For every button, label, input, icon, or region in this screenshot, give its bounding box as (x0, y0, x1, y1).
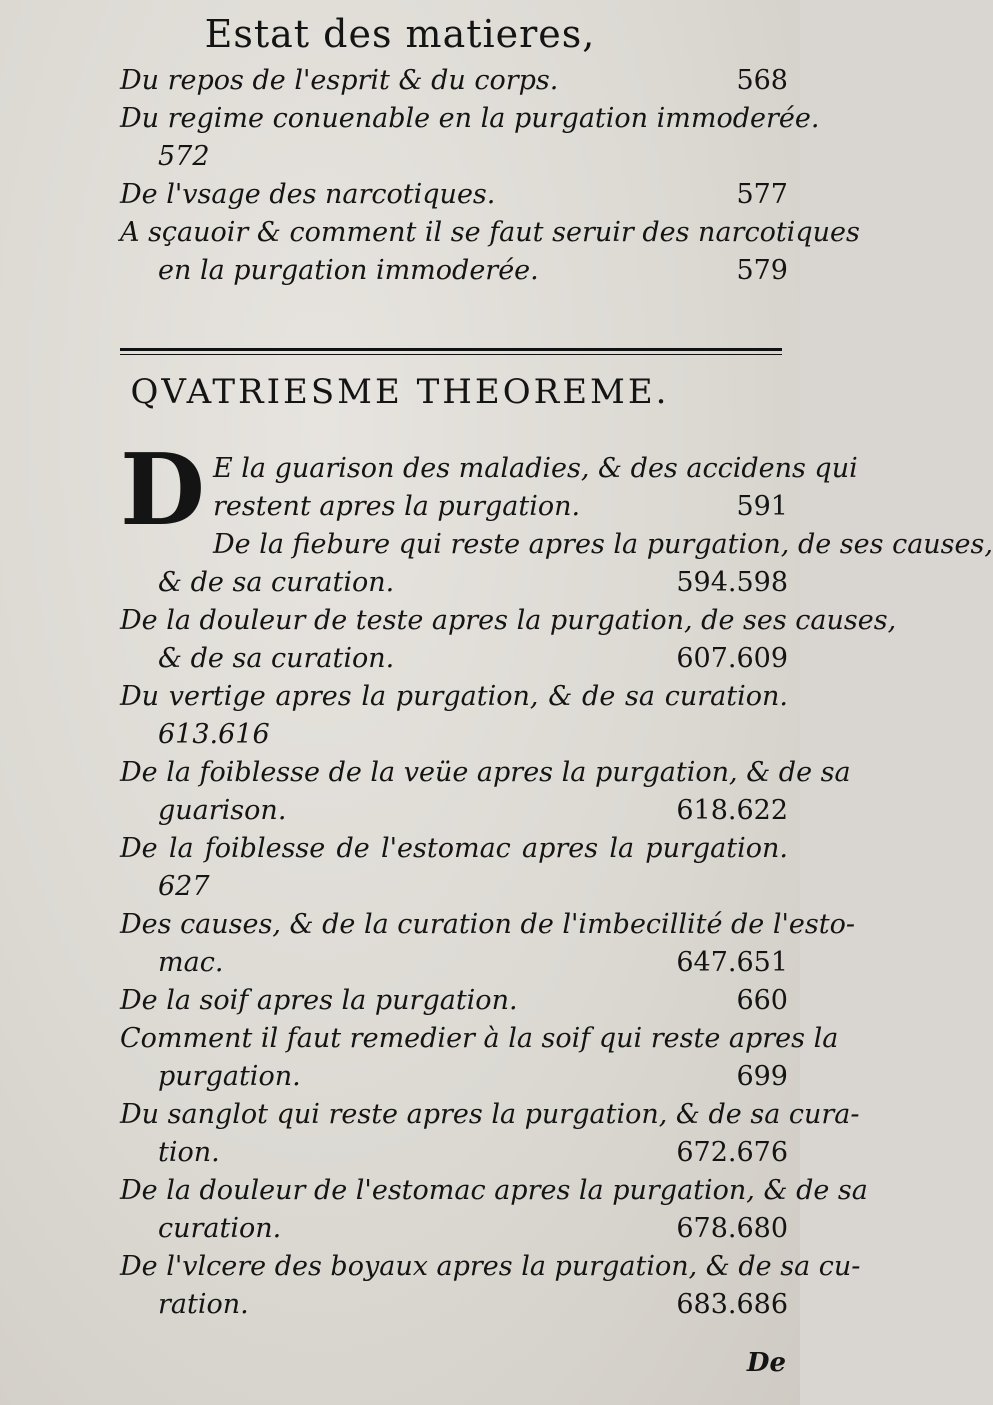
entry-line (120, 564, 788, 602)
entry-line (120, 868, 788, 906)
entry-line (120, 982, 788, 1020)
entries-list (120, 526, 993, 1324)
running-head: Estat des matieres, (204, 12, 596, 56)
index-entry (120, 982, 788, 1020)
section-rule (120, 348, 782, 355)
entry-line-text: Comment il faut remedier à la soif qui reste apres la (120, 1023, 839, 1054)
entry-line (120, 640, 788, 678)
page-ref: 579 (736, 255, 788, 286)
index-entry (120, 754, 851, 830)
entry-line-text: Des causes, & de la curation de l'imbecillité de l'esto- (120, 909, 855, 940)
entry-line-text: De la soif apres la purgation. (120, 985, 518, 1016)
page-ref: 607.609 (676, 643, 788, 674)
index-entry (120, 526, 993, 602)
index-entry (120, 1020, 839, 1096)
entry-line (120, 526, 993, 564)
entry-line-text: mac. (158, 947, 224, 978)
entry-line (120, 100, 820, 138)
page-ref: 678.680 (676, 1213, 788, 1244)
entry-line-text: De la douleur de teste apres la purgation, de ses causes, (120, 605, 897, 636)
entry-line-text: Du repos de l'esprit & du corps. (120, 65, 559, 96)
entry-line (120, 1134, 788, 1172)
entry-line-text: restent apres la purgation. (212, 491, 581, 522)
index-entry (120, 602, 897, 678)
entry-line (120, 1172, 868, 1210)
entry-line-text: Du vertige apres la purgation, & de sa curation. (120, 681, 788, 712)
page-ref: 699 (736, 1061, 788, 1092)
page-ref: 618.622 (676, 795, 788, 826)
entry-line-text: 572 (158, 141, 210, 172)
entry-line-text: purgation. (158, 1061, 301, 1092)
index-entry (120, 1248, 861, 1324)
entry-line-text: guarison. (158, 795, 287, 826)
entry-line-text: Du regime conuenable en la purgation immoderée. (120, 103, 820, 134)
page-ref: 672.676 (676, 1137, 788, 1168)
entry-line (120, 906, 855, 944)
entry-line-text: en la purgation immoderée. (158, 255, 539, 286)
entry-line-text: De la foiblesse de l'estomac apres la purgation. (120, 833, 788, 864)
entry-line (120, 792, 788, 830)
entry-line-text: tion. (158, 1137, 220, 1168)
page-ref: 660 (736, 985, 788, 1016)
page-ref: 647.651 (676, 947, 788, 978)
entry-line: E la guarison des maladies, & des accidens qui (212, 453, 858, 484)
entry-line-text: De la foiblesse de la veüe apres la purgation, & de sa (120, 757, 851, 788)
catchword: De (746, 1348, 786, 1378)
entry-line (120, 716, 788, 754)
drop-cap: D (120, 433, 205, 548)
entries-bottom (120, 433, 993, 1324)
page-ref: 591 (736, 491, 788, 522)
entry-line (120, 176, 788, 214)
index-entry (120, 906, 855, 982)
index-entry (120, 678, 788, 754)
entry-line-text: 613.616 (158, 719, 270, 750)
entry-line-text: 627 (158, 871, 210, 902)
index-entry (120, 176, 788, 214)
entry-line-text: & de sa curation. (158, 643, 395, 674)
index-entry (120, 830, 788, 906)
entry-line (120, 678, 788, 716)
entry-line (120, 1286, 788, 1324)
entry-line (120, 252, 788, 290)
page-ref: 568 (736, 65, 788, 96)
entry-line (120, 1058, 788, 1096)
entry-line-text: curation. (158, 1213, 282, 1244)
section-title: QVATRIESME THEOREME. (130, 372, 670, 412)
entry-line (120, 602, 897, 640)
entry-line (120, 1210, 788, 1248)
entry-line (120, 1096, 860, 1134)
entry-line-text: De la fiebure qui reste apres la purgation, de ses causes, (212, 529, 993, 560)
entry-line (120, 214, 860, 252)
entry-line-text: De la douleur de l'estomac apres la purgation, & de sa (120, 1175, 868, 1206)
page-ref: 594.598 (676, 567, 788, 598)
entry-line (120, 1248, 861, 1286)
entry-line (120, 62, 788, 100)
index-entry (120, 1096, 860, 1172)
entry-line (120, 944, 788, 982)
index-entry (120, 1172, 868, 1248)
entry-line-text: A sçauoir & comment il se faut seruir des narcotiques (120, 217, 860, 248)
index-entry (120, 214, 860, 290)
entry-line-text: ration. (158, 1289, 249, 1320)
page-ref: 683.686 (676, 1289, 788, 1320)
entry-line (120, 1020, 839, 1058)
page-ref: 577 (736, 179, 788, 210)
entry-line-text: & de sa curation. (158, 567, 395, 598)
entry-line-text: De l'vlcere des boyaux apres la purgation, & de sa cu- (120, 1251, 861, 1282)
entry-line (120, 754, 851, 792)
index-entry (120, 62, 788, 100)
entries-top (120, 62, 860, 290)
index-entry (120, 100, 820, 176)
entry-line-text: Du sanglot qui reste apres la purgation, & de sa cura- (120, 1099, 860, 1130)
entry-line (120, 138, 788, 176)
entry-line (120, 830, 788, 868)
entry-line-text: De l'vsage des narcotiques. (120, 179, 496, 210)
entry-line (120, 488, 788, 526)
